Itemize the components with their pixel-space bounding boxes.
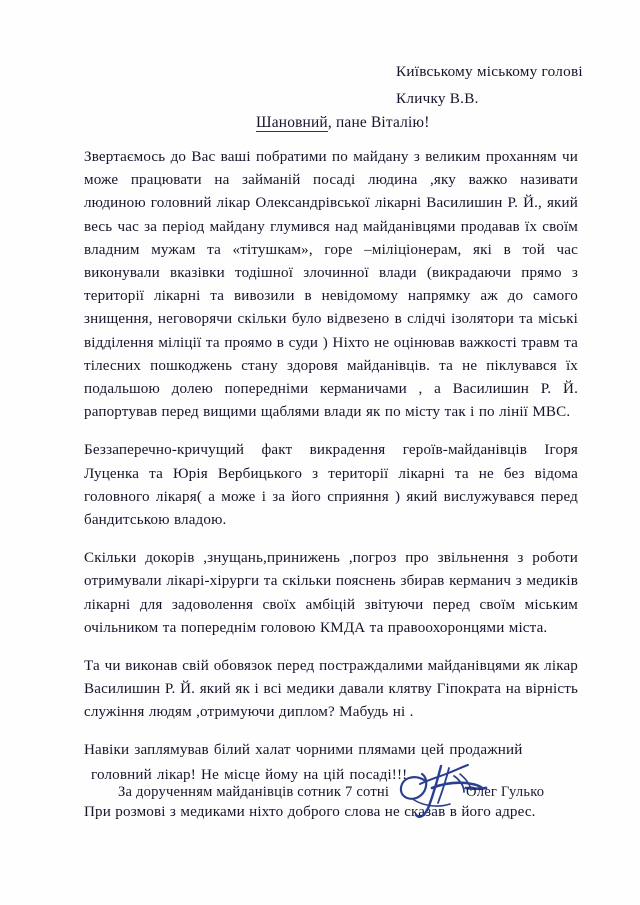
signature-block (118, 778, 588, 838)
salutation-underlined: Шановний (256, 114, 328, 131)
body-paragraph-2: Беззаперечно-кричущий факт викрадення героїв-майданівців Ігоря Луценка та Юрія Вербицького з території лікарні та не без відома головного лікаря( а може і за його сприяння ) який вислужувався перед бандитською владою. (84, 442, 578, 529)
body-paragraph-4: Та чи виконав свій обовязок перед постраждалими майданівцями як лікар Василишин Р. Й. який як і всі медики давали клятву Гіпократа на вірність служіння людям ,отримуючи диплом? Мабудь ні . (84, 658, 578, 721)
signature-attribution: За дорученням майданівців сотник 7 сотні (118, 784, 390, 800)
signer-name: Олег Гулько (466, 784, 545, 800)
closing-paragraph: При розмові з медиками ніхто доброго слова не сказав в його адрес. (84, 803, 536, 820)
letter-body (84, 146, 578, 824)
addressee-line-1: Київському міському голові (396, 63, 583, 80)
body-paragraph-1: Звертаємось до Вас ваші побратими по майдану з великим проханням чи може працювати на займаній посаді людина ,яку важко називати людиною головний лікар Олександрівської лікарні Василишин Р. Й., який весь час за період майдану глумився над майданівцями продавав їх своїм владним мужам та «тітушкам», горе –міліціонерам, які в той час виконували вказівки тодішної злочинної влади (викрадаючи прямо з території лікарні та вивозили в невідомому напрямку аж до самого знищення, неговорячи скільки було відвезено в слідчі ізолятори та міські відділення міліції та проямо в суди ) Ніхто не оцінював важкості травм та тілесних пошкоджень стану здоровя майданівців. та не піклувався їх подальшою долею попередніми керманичами , а Василишин Р. Й. рапортував перед вищими щаблями влади як по місту так і по лінії МВС. (84, 149, 578, 421)
emphasis-line-2: головний лікар! Не місце йому на цій посаді!!! (91, 766, 408, 783)
body-paragraph-3: Скільки докорів ,знущань,принижень ,погроз про звільнення з роботи отримували лікарі-хірурги та скільки пояснень збирав керманич з медиків лікарні для задоволення своїх амбіцій звітуючи перед своїм міським очільником та попереднім головою КМДА та правоохоронцями міста. (84, 550, 578, 636)
salutation (256, 112, 430, 134)
addressee-block (396, 58, 626, 112)
addressee-line-2: Кличку В.В. (396, 90, 479, 107)
salutation-rest: , пане Віталію! (327, 114, 430, 131)
emphasis-line-1: Навіки заплямував білий халат чорними плямами цей продажний (84, 741, 523, 758)
